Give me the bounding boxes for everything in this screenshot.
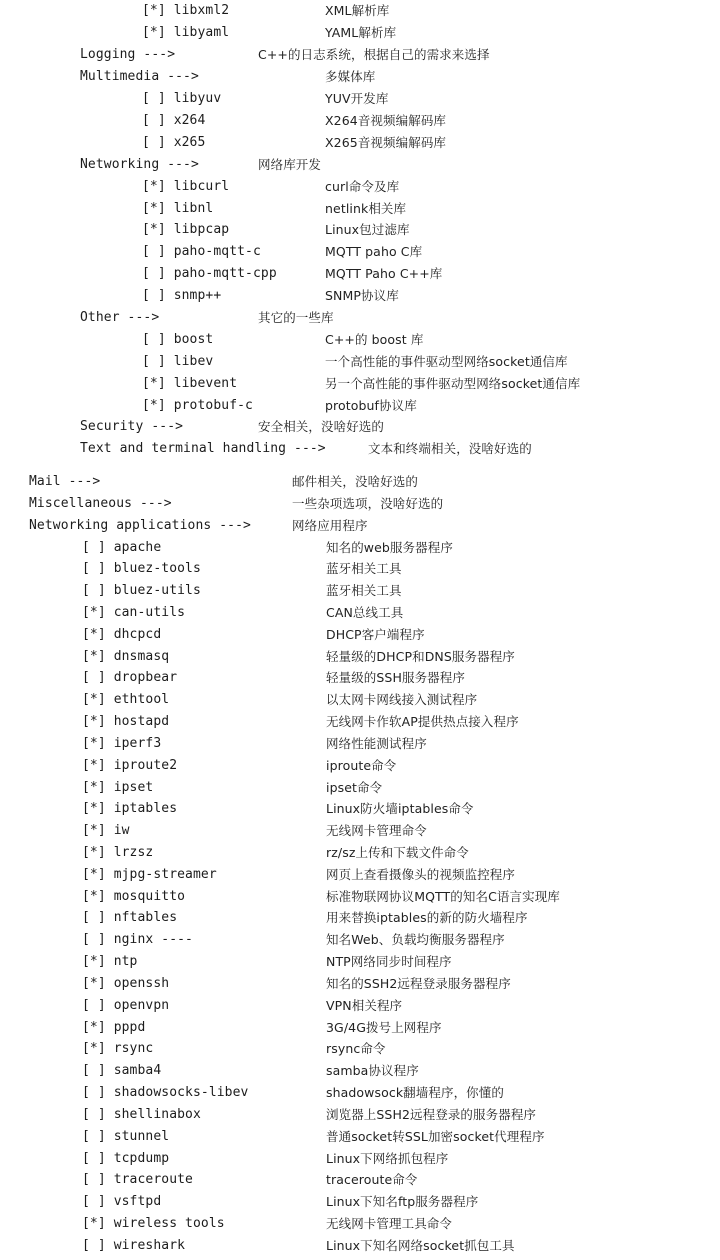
option-code: [ ] snmp++ <box>142 288 222 303</box>
option-description: curl命令及库 <box>325 179 400 194</box>
option-code: [ ] paho-mqtt-cpp <box>142 266 277 281</box>
option-description: XML解析库 <box>325 3 390 18</box>
app-description: 用来替换iptables的新的防火墙程序 <box>326 910 528 925</box>
app-code: [ ] wireshark <box>82 1238 186 1253</box>
app-description: samba协议程序 <box>326 1063 419 1078</box>
app-code: [*] iptables <box>82 801 178 816</box>
app-description: 蓝牙相关工具 <box>326 561 402 576</box>
app-code: [ ] apache <box>82 540 162 555</box>
app-code: [*] mosquitto <box>82 889 186 904</box>
app-description: 知名的SSH2远程登录服务器程序 <box>326 976 511 991</box>
app-code: [*] lrzsz <box>82 845 154 860</box>
option-code: [*] protobuf-c <box>142 398 253 413</box>
app-code: [*] dhcpcd <box>82 627 162 642</box>
app-description: 网络性能测试程序 <box>326 736 427 751</box>
app-code: [ ] bluez-tools <box>82 561 201 576</box>
app-code: [ ] stunnel <box>82 1129 170 1144</box>
app-code: [ ] shellinabox <box>82 1107 201 1122</box>
app-code: [*] openssh <box>82 976 170 991</box>
app-description: 浏览器上SSH2远程登录的服务器程序 <box>326 1107 537 1122</box>
menu-code: Logging ---> <box>80 47 176 62</box>
top-menu-code: Miscellaneous ---> <box>29 496 172 511</box>
app-code: [*] iw <box>82 823 130 838</box>
menu-code: Networking ---> <box>80 157 199 172</box>
app-description: 知名Web、负载均衡服务器程序 <box>326 932 505 947</box>
option-description: MQTT paho C库 <box>325 244 423 259</box>
app-description: 无线网卡管理工具命令 <box>326 1216 453 1231</box>
app-code: [*] pppd <box>82 1020 146 1035</box>
app-description: Linux防火墙iptables命令 <box>326 801 474 816</box>
app-description: 网页上查看摄像头的视频监控程序 <box>326 867 516 882</box>
top-menu-description: 邮件相关，没啥好选的 <box>292 474 419 489</box>
app-description: VPN相关程序 <box>326 998 403 1013</box>
option-description: YUV开发库 <box>325 91 389 106</box>
menu-description: 多媒体库 <box>325 69 376 84</box>
app-description: rz/sz上传和下载文件命令 <box>326 845 469 860</box>
app-code: [ ] vsftpd <box>82 1194 162 1209</box>
option-description: 一个高性能的事件驱动型网络socket通信库 <box>325 354 568 369</box>
app-description: 轻量级的DHCP和DNS服务器程序 <box>326 649 515 664</box>
app-code: [ ] nftables <box>82 910 178 925</box>
option-code: [*] libcurl <box>142 179 230 194</box>
menu-code: Text and terminal handling ---> <box>80 441 326 456</box>
app-code: [ ] bluez-utils <box>82 583 201 598</box>
option-description: netlink相关库 <box>325 201 407 216</box>
option-code: [*] libevent <box>142 376 238 391</box>
app-description: 3G/4G拨号上网程序 <box>326 1020 442 1035</box>
app-description: 普通socket转SSL加密socket代理程序 <box>326 1129 545 1144</box>
app-code: [*] ethtool <box>82 692 170 707</box>
app-description: 无线网卡管理命令 <box>326 823 427 838</box>
app-code: [*] ntp <box>82 954 138 969</box>
menu-code: Multimedia ---> <box>80 69 199 84</box>
app-code: [*] iperf3 <box>82 736 162 751</box>
app-description: DHCP客户端程序 <box>326 627 425 642</box>
app-description: NTP网络同步时间程序 <box>326 954 452 969</box>
app-code: [*] rsync <box>82 1041 154 1056</box>
app-code: [ ] shadowsocks-libev <box>82 1085 249 1100</box>
app-description: 轻量级的SSH服务器程序 <box>326 670 465 685</box>
app-description: traceroute命令 <box>326 1172 418 1187</box>
top-menu-code: Networking applications ---> <box>29 518 251 533</box>
menu-description: 安全相关，没啥好选的 <box>258 419 385 434</box>
app-code: [ ] openvpn <box>82 998 170 1013</box>
app-code: [*] mjpg-streamer <box>82 867 217 882</box>
app-description: 知名的web服务器程序 <box>326 540 453 555</box>
app-code: [ ] nginx ---- <box>82 932 193 947</box>
app-description: ipset命令 <box>326 780 383 795</box>
top-menu-description: 网络应用程序 <box>292 518 368 533</box>
app-description: 蓝牙相关工具 <box>326 583 402 598</box>
option-code: [ ] boost <box>142 332 214 347</box>
menu-code: Security ---> <box>80 419 184 434</box>
menu-description: 文本和终端相关，没啥好选的 <box>368 441 532 456</box>
option-description: protobuf协议库 <box>325 398 417 413</box>
menu-description: C++的日志系统，根据自己的需求来选择 <box>258 47 490 62</box>
option-code: [ ] x264 <box>142 113 206 128</box>
option-code: [*] libxml2 <box>142 3 230 18</box>
option-code: [ ] libyuv <box>142 91 222 106</box>
option-description: Linux包过滤库 <box>325 222 410 237</box>
option-description: MQTT Paho C++库 <box>325 266 443 281</box>
option-description: X264音视频编解码库 <box>325 113 447 128</box>
option-description: YAML解析库 <box>325 25 397 40</box>
app-code: [*] hostapd <box>82 714 170 729</box>
app-description: 标准物联网协议MQTT的知名C语言实现库 <box>326 889 560 904</box>
app-description: rsync命令 <box>326 1041 386 1056</box>
app-code: [*] can-utils <box>82 605 186 620</box>
option-code: [ ] paho-mqtt-c <box>142 244 261 259</box>
option-code: [*] libnl <box>142 201 214 216</box>
app-code: [*] ipset <box>82 780 154 795</box>
option-description: SNMP协议库 <box>325 288 399 303</box>
option-description: 另一个高性能的事件驱动型网络socket通信库 <box>325 376 581 391</box>
app-description: shadowsock翻墙程序，你懂的 <box>326 1085 504 1100</box>
top-menu-code: Mail ---> <box>29 474 101 489</box>
app-description: Linux下网络抓包程序 <box>326 1151 449 1166</box>
app-description: Linux下知名网络socket抓包工具 <box>326 1238 515 1253</box>
option-code: [*] libyaml <box>142 25 230 40</box>
app-code: [ ] traceroute <box>82 1172 193 1187</box>
option-code: [*] libpcap <box>142 222 230 237</box>
menu-code: Other ---> <box>80 310 160 325</box>
app-description: CAN总线工具 <box>326 605 404 620</box>
menu-description: 网络库开发 <box>258 157 322 172</box>
option-description: C++的 boost 库 <box>325 332 424 347</box>
app-code: [ ] samba4 <box>82 1063 162 1078</box>
app-code: [*] wireless tools <box>82 1216 225 1231</box>
option-code: [ ] libev <box>142 354 214 369</box>
option-code: [ ] x265 <box>142 135 206 150</box>
option-description: X265音视频编解码库 <box>325 135 447 150</box>
app-description: 以太网卡网线接入测试程序 <box>326 692 478 707</box>
app-code: [ ] tcpdump <box>82 1151 170 1166</box>
app-description: 无线网卡作软AP提供热点接入程序 <box>326 714 519 729</box>
app-code: [ ] dropbear <box>82 670 178 685</box>
app-code: [*] dnsmasq <box>82 649 170 664</box>
app-code: [*] iproute2 <box>82 758 178 773</box>
app-description: iproute命令 <box>326 758 397 773</box>
top-menu-description: 一些杂项选项，没啥好选的 <box>292 496 444 511</box>
app-description: Linux下知名ftp服务器程序 <box>326 1194 479 1209</box>
menu-description: 其它的一些库 <box>258 310 334 325</box>
